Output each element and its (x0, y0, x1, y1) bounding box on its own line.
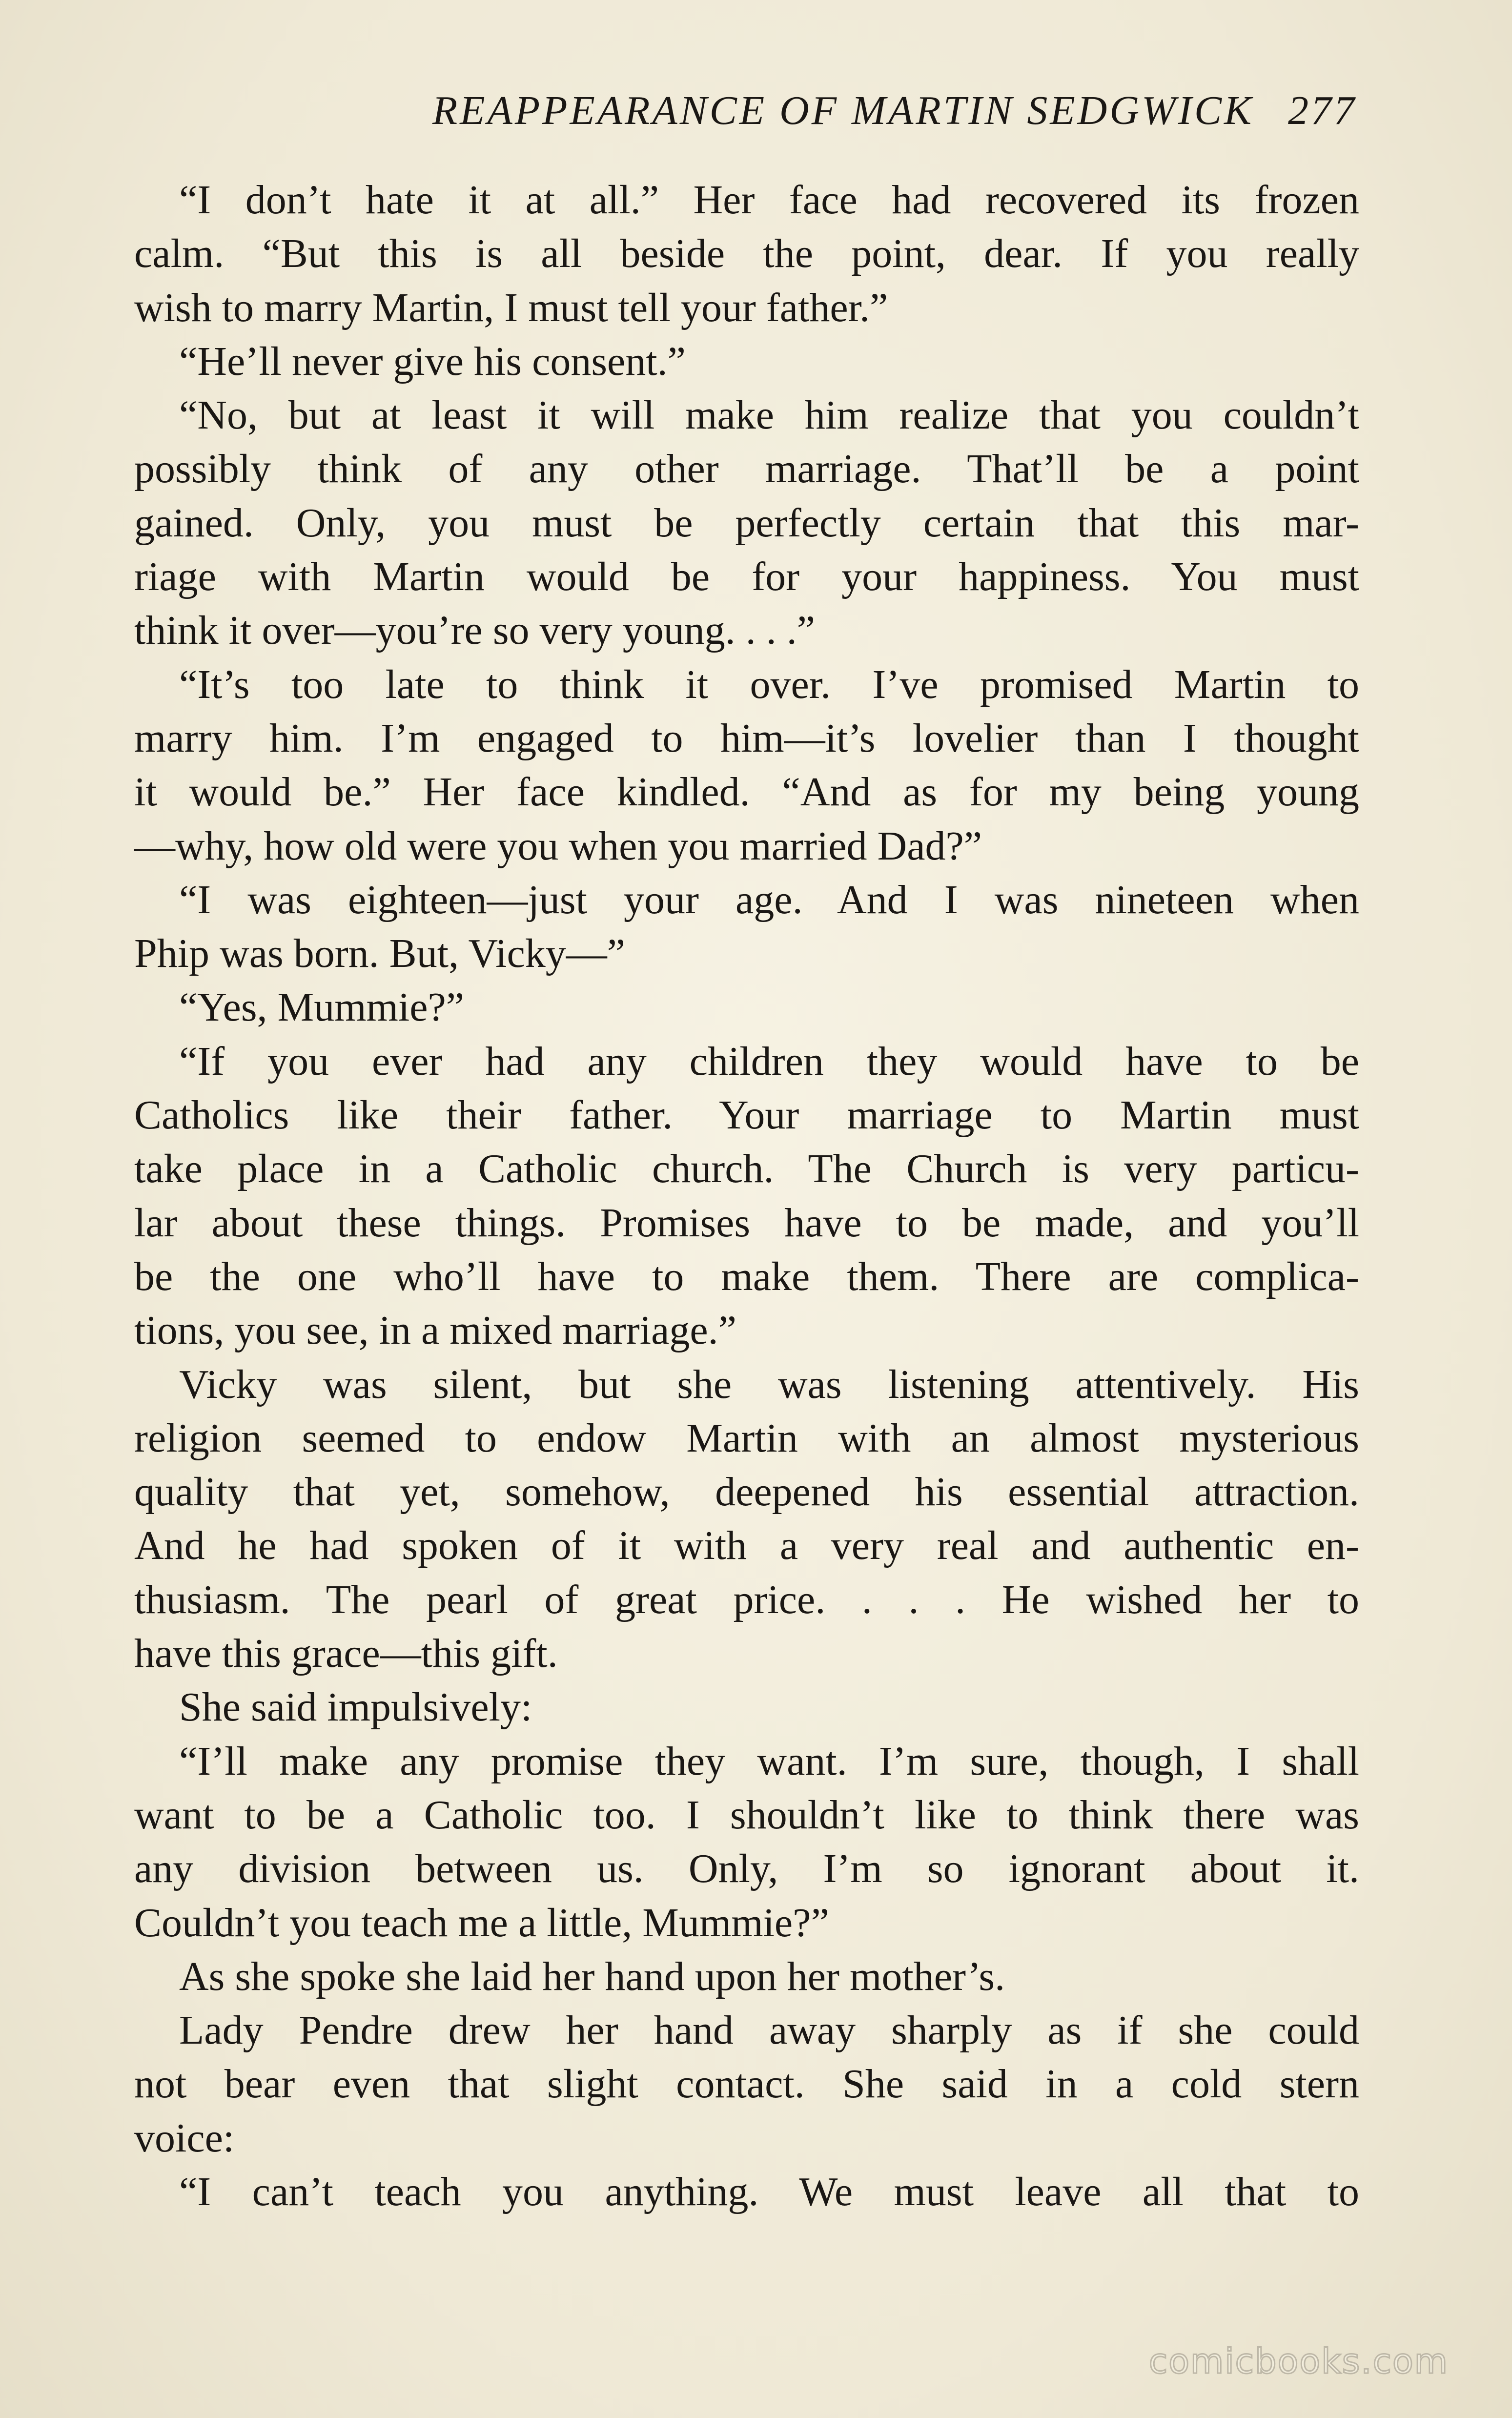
text-line: religion seemed to endow Martin with an almost mysterious (134, 1415, 1359, 1461)
text-line: Catholics like their father. Your marriage to Martin must (134, 1092, 1359, 1138)
text-line: Vicky was silent, but she was listening attentively. His (179, 1361, 1359, 1407)
text-line: tions, you see, in a mixed marriage.” (134, 1308, 736, 1353)
text-line: have this grace—this gift. (134, 1631, 558, 1677)
text-line: marry him. I’m engaged to him—it’s lovelier than I thought (134, 715, 1359, 761)
body-text (134, 173, 1359, 2219)
page-header (134, 87, 1357, 145)
text-line: quality that yet, somehow, deepened his essential attraction. (134, 1469, 1359, 1515)
text-line: possibly think of any other marriage. That’ll be a point (134, 446, 1359, 492)
text-line: calm. “But this is all beside the point, dear. If you really (134, 231, 1359, 277)
text-line: voice: (134, 2115, 235, 2161)
text-line: thusiasm. The pearl of great price. . . . He wished her to (134, 1577, 1359, 1622)
text-line: think it over—you’re so very young. . . .” (134, 608, 816, 654)
text-line: lar about these things. Promises have to be made, and you’ll (134, 1200, 1359, 1246)
text-line: Phip was born. But, Vicky—” (134, 931, 626, 977)
text-line: “No, but at least it will make him realize that you couldn’t (179, 392, 1359, 438)
page-number: 277 (1288, 88, 1357, 133)
text-line: “It’s too late to think it over. I’ve promised Martin to (179, 661, 1359, 707)
text-line: “I don’t hate it at all.” Her face had recovered its frozen (179, 177, 1359, 223)
text-line: And he had spoken of it with a very real and authentic en- (134, 1523, 1359, 1569)
text-line: any division between us. Only, I’m so ignorant about it. (134, 1846, 1359, 1892)
text-line: Couldn’t you teach me a little, Mummie?” (134, 1900, 829, 1946)
running-title: REAPPEARANCE OF MARTIN SEDGWICK (432, 88, 1254, 133)
text-line: Lady Pendre drew her hand away sharply as if she could (179, 2008, 1359, 2053)
text-line: —why, how old were you when you married Dad?” (134, 823, 982, 869)
text-line: “He’ll never give his consent.” (179, 338, 686, 384)
text-line: riage with Martin would be for your happiness. You must (134, 554, 1359, 600)
text-line: “I’ll make any promise they want. I’m sure, though, I shall (179, 1738, 1359, 1784)
text-line: She said impulsively: (179, 1684, 532, 1730)
text-line: wish to marry Martin, I must tell your father.” (134, 285, 888, 330)
text-line: “I can’t teach you anything. We must leave all that to (179, 2169, 1359, 2214)
text-line: “Yes, Mummie?” (179, 984, 465, 1030)
text-line: take place in a Catholic church. The Church is very particu- (134, 1146, 1359, 1192)
text-line: “If you ever had any children they would have to be (179, 1038, 1359, 1084)
text-line: not bear even that slight contact. She said in a cold stern (134, 2061, 1359, 2107)
text-line: want to be a Catholic too. I shouldn’t like to think there was (134, 1792, 1359, 1838)
watermark: comicbooks.com (1148, 2341, 1449, 2381)
text-line: gained. Only, you must be perfectly certain that this mar- (134, 500, 1359, 546)
text-line: it would be.” Her face kindled. “And as for my being young (134, 769, 1359, 815)
text-line: be the one who’ll have to make them. There are complica- (134, 1253, 1359, 1299)
text-line: As she spoke she laid her hand upon her mother’s. (179, 1953, 1005, 1999)
text-line: “I was eighteen—just your age. And I was nineteen when (179, 877, 1359, 922)
